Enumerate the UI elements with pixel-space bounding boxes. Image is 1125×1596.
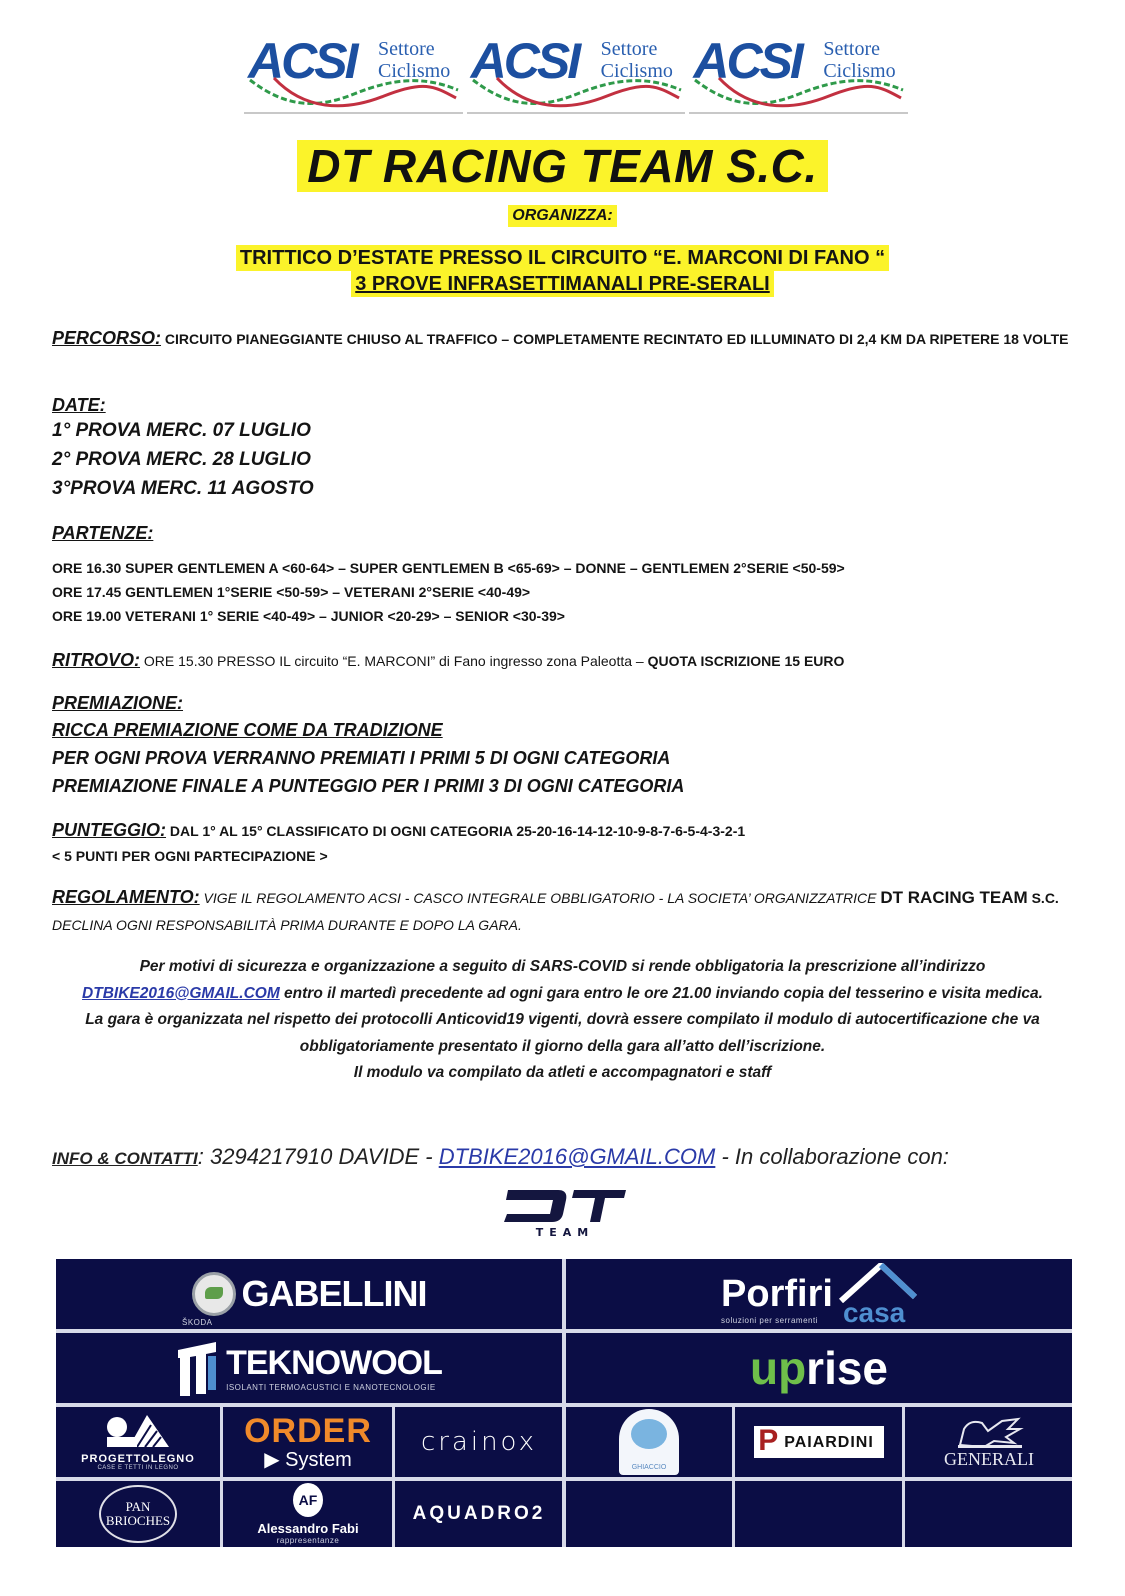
punteggio-text: DAL 1° AL 15° CLASSIFICATO DI OGNI CATEGORIA 25-20-16-14-12-10-9-8-7-6-5-4-3-2-1 bbox=[166, 823, 746, 839]
sponsor-order-system: ORDER ▶ System bbox=[224, 1407, 392, 1477]
date-item: 1° PROVA MERC. 07 LUGLIO bbox=[52, 420, 311, 441]
date-section bbox=[52, 394, 1102, 503]
percorso-section bbox=[52, 326, 1102, 352]
sponsor-sub: rappresentanze bbox=[276, 1536, 340, 1545]
covid-paragraph-3: Il modulo va compilato da atleti e accompagnatori e staff bbox=[353, 1064, 772, 1081]
sponsor-tagline: soluzioni per serramenti bbox=[721, 1316, 818, 1325]
sponsor-casa: casa bbox=[842, 1297, 906, 1328]
sponsor-porfiri bbox=[566, 1259, 1072, 1329]
uprise-up: up bbox=[749, 1342, 807, 1394]
sponsor-tagline: ISOLANTI TERMOACUSTICI E NANOTECNOLOGIE bbox=[226, 1383, 436, 1392]
acsi-subtitle: Settore Ciclismo bbox=[823, 38, 896, 82]
pan-line-1: PAN bbox=[125, 1499, 151, 1514]
covid-paragraph-1: Per motivi di sicurezza e organizzazione a seguito di SARS-COVID si rende obbligatoria la prescrizione all’indirizzo bbox=[139, 958, 986, 975]
percorso-label: PERCORSO: bbox=[52, 328, 162, 348]
sponsor-name: GABELLINI bbox=[241, 1273, 427, 1314]
dt-team-logo bbox=[500, 1186, 630, 1238]
sponsor-name: Porfiri bbox=[721, 1273, 833, 1315]
premiazione-section bbox=[52, 690, 1102, 800]
grid-divider bbox=[902, 1407, 905, 1547]
regolamento-text-2: DECLINA OGNI RESPONSABILITÀ PRIMA DURANTE E DOPO LA GARA. bbox=[52, 917, 522, 933]
sponsor-crainox bbox=[396, 1407, 562, 1477]
date-item: 2° PROVA MERC. 28 LUGLIO bbox=[52, 449, 311, 470]
covid-paragraph-2: La gara è organizzata nel rispetto dei protocolli Anticovid19 vigenti, dovrà essere compilato il modulo di autocertificazione che va obbligatoriamente presentato il giorno della gara all’atto dell’iscrizione. bbox=[85, 1011, 1040, 1055]
regolamento-text: VIGE IL REGOLAMENTO ACSI - CASCO INTEGRALE OBBLIGATORIO - LA SOCIETA’ ORGANIZZATRICE bbox=[199, 890, 881, 906]
acsi-wordmark: ACSI bbox=[470, 33, 579, 89]
sponsor-name: TEKNOWOOL bbox=[226, 1344, 442, 1382]
info-label: INFO & CONTATTI bbox=[52, 1149, 198, 1168]
sponsor-generali bbox=[906, 1407, 1072, 1477]
sponsor-gabellini bbox=[56, 1259, 562, 1329]
sponsor-empty-cell bbox=[566, 1481, 732, 1547]
sponsor-progettolegno bbox=[56, 1407, 220, 1477]
acsi-logo-1 bbox=[244, 30, 463, 114]
sponsor-paiardini bbox=[736, 1407, 902, 1477]
premiazione-item: PER OGNI PROVA VERRANNO PREMIATI I PRIMI 5 DI OGNI CATEGORIA bbox=[52, 748, 671, 768]
sponsor-empty-cell bbox=[736, 1481, 902, 1547]
ritrovo-label: RITROVO: bbox=[52, 650, 140, 670]
percorso-text: CIRCUITO PIANEGGIANTE CHIUSO AL TRAFFICO – COMPLETAMENTE RECINTATO ED ILLUMINATO DI 2,4 KM DA RIPETERE 18 VOLTE bbox=[161, 331, 1069, 347]
ritrovo-text: ORE 15.30 PRESSO IL circuito “E. MARCONI” di Fano ingresso zona Paleotta – bbox=[140, 653, 648, 669]
sponsor-name: AQUADRO2 bbox=[412, 1503, 546, 1524]
sponsor-teknowool bbox=[56, 1333, 562, 1403]
info-suffix: - In collaborazione con: bbox=[715, 1144, 949, 1169]
sponsor-name: ORDER bbox=[244, 1412, 372, 1450]
sponsor-tagline: CASE E TETTI IN LEGNO bbox=[97, 1465, 179, 1471]
acsi-wave-icon bbox=[244, 76, 460, 110]
date-label: DATE: bbox=[52, 395, 106, 415]
sponsor-name: PROGETTOLEGNO bbox=[81, 1453, 195, 1465]
ritrovo-section bbox=[52, 648, 1102, 674]
info-email-link[interactable]: DTBIKE2016@GMAIL.COM bbox=[438, 1144, 716, 1169]
partenza-item: ORE 17.45 GENTLEMEN 1°SERIE <50-59> – VETERANI 2°SERIE <40-49> bbox=[52, 584, 531, 600]
sponsor-alessandro-fabi bbox=[224, 1481, 392, 1547]
acsi-subtitle: Settore Ciclismo bbox=[378, 38, 451, 82]
acsi-wave-icon bbox=[467, 76, 683, 110]
date-item: 3°PROVA MERC. 11 AGOSTO bbox=[52, 478, 314, 499]
pan-line-2: BRIOCHES bbox=[105, 1513, 171, 1528]
partenza-item: ORE 19.00 VETERANI 1° SERIE <40-49> – JUNIOR <20-29> – SENIOR <30-39> bbox=[52, 608, 565, 624]
sponsor-sub: System bbox=[285, 1449, 352, 1471]
info-contatti bbox=[52, 1142, 1112, 1174]
punteggio-bonus: < 5 PUNTI PER OGNI PARTECIPAZIONE > bbox=[52, 848, 328, 864]
sponsor-aquadro2 bbox=[396, 1481, 562, 1547]
acsi-wave-icon bbox=[689, 76, 905, 110]
event-heading bbox=[0, 245, 1125, 297]
sponsor-empty-cell bbox=[906, 1481, 1072, 1547]
acsi-logo-3 bbox=[689, 30, 908, 114]
regolamento-team-suffix: S.C. bbox=[1027, 890, 1059, 906]
acsi-wordmark: ACSI bbox=[248, 33, 356, 89]
grid-divider bbox=[220, 1407, 223, 1547]
af-monogram-icon: AF bbox=[293, 1483, 323, 1517]
info-phone: 3294217910 DAVIDE - bbox=[209, 1144, 439, 1169]
sponsor-uprise bbox=[566, 1333, 1072, 1403]
acsi-subtitle: Settore Ciclismo bbox=[600, 38, 673, 82]
punteggio-section bbox=[52, 818, 1102, 869]
acsi-logos bbox=[244, 30, 908, 114]
sponsor-name: P PAIARDINI bbox=[754, 1426, 884, 1458]
covid-paragraph-1b: entro il martedì precedente ad ogni gara entro le ore 21.00 inviando copia del tesserino e visita medica. bbox=[279, 984, 1043, 1002]
grid-divider bbox=[392, 1407, 395, 1547]
premiazione-item: RICCA PREMIAZIONE COME DA TRADIZIONE bbox=[52, 720, 443, 740]
sponsor-name: GHIACCIO bbox=[631, 1464, 667, 1471]
generali-lion-icon bbox=[954, 1415, 1024, 1449]
premiazione-item: PREMIAZIONE FINALE A PUNTEGGIO PER I PRIMI 3 DI OGNI CATEGORIA bbox=[52, 776, 685, 796]
sponsor-pan-brioches bbox=[56, 1481, 220, 1547]
grid-divider bbox=[732, 1407, 735, 1547]
partenze-section bbox=[52, 520, 1102, 628]
sponsor-name: Alessandro Fabi bbox=[257, 1521, 359, 1536]
info-colon: : bbox=[197, 1144, 210, 1169]
regolamento-section bbox=[52, 884, 1107, 939]
teknowool-logo-icon bbox=[176, 1340, 220, 1396]
quota-iscrizione: QUOTA ISCRIZIONE 15 EURO bbox=[647, 653, 845, 669]
organizza-label: ORGANIZZA: bbox=[508, 205, 616, 227]
premiazione-label: PREMIAZIONE: bbox=[52, 693, 184, 713]
uprise-rise: rise bbox=[806, 1342, 889, 1394]
title-block bbox=[0, 140, 1125, 192]
acsi-logo-2 bbox=[467, 30, 686, 114]
covid-email-link[interactable]: DTBIKE2016@GMAIL.COM bbox=[82, 984, 280, 1002]
covid-notice bbox=[40, 954, 1085, 1087]
progettolegno-logo-icon bbox=[103, 1413, 173, 1449]
regolamento-label: REGOLAMENTO: bbox=[52, 887, 200, 907]
skoda-logo-icon bbox=[192, 1272, 236, 1316]
sponsor-sub: ŠKODA bbox=[182, 1318, 213, 1327]
regolamento-team: DT RACING TEAM bbox=[880, 888, 1028, 907]
event-line-1: TRITTICO D’ESTATE PRESSO IL CIRCUITO “E. MARCONI DI FANO “ bbox=[236, 245, 889, 271]
page-title: DT RACING TEAM S.C. bbox=[297, 140, 827, 192]
sponsor-name: crainox bbox=[420, 1427, 538, 1457]
event-line-2: 3 PROVE INFRASETTIMANALI PRE-SERALI bbox=[351, 271, 773, 297]
acsi-wordmark: ACSI bbox=[693, 33, 801, 89]
dt-team-text: TEAM bbox=[535, 1226, 595, 1238]
grid-divider bbox=[562, 1259, 566, 1547]
house-roof-icon bbox=[837, 1263, 917, 1328]
ghiaccio-logo-icon bbox=[619, 1409, 679, 1475]
sponsor-grid bbox=[56, 1259, 1072, 1547]
sponsor-name: GENERALI bbox=[944, 1448, 1034, 1469]
sponsor-ghiaccio bbox=[566, 1407, 732, 1477]
organizza-block bbox=[0, 205, 1125, 227]
punteggio-label: PUNTEGGIO: bbox=[52, 820, 167, 840]
partenza-item: ORE 16.30 SUPER GENTLEMEN A <60-64> – SUPER GENTLEMEN B <65-69> – DONNE – GENTLEMEN 2°SERIE <50-59> bbox=[52, 560, 845, 576]
partenze-label: PARTENZE: bbox=[52, 523, 154, 543]
